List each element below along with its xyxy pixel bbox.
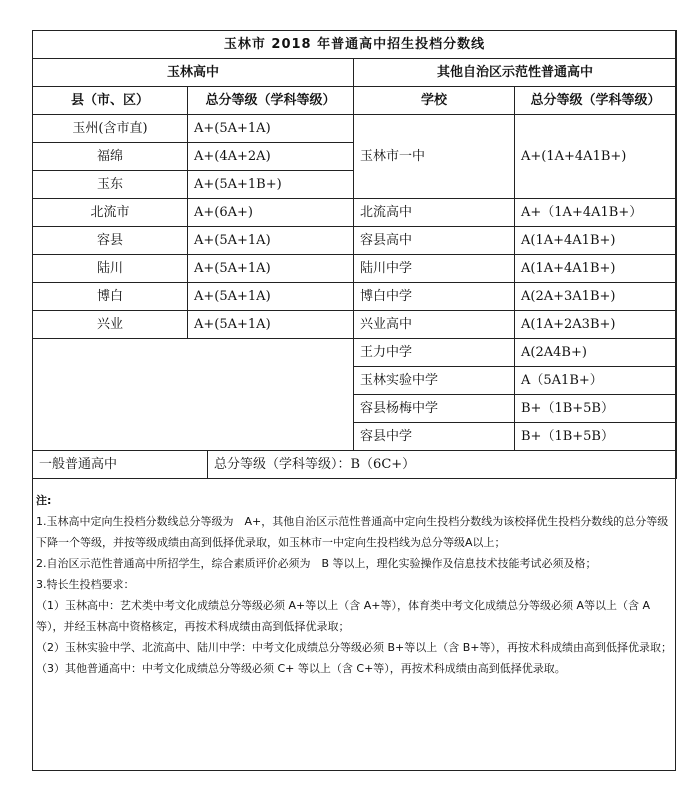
grade-cell: A+(5A+1B+) bbox=[188, 171, 354, 199]
note-item: 2.自治区示范性普通高中所招学生，综合素质评价必须为 B 等以上，理化实验操作及信息技术技能考试必须及格； bbox=[36, 557, 597, 570]
table-row bbox=[33, 227, 677, 255]
county-cell: 博白 bbox=[33, 283, 188, 311]
school-cell: 容县中学 bbox=[354, 423, 515, 451]
blank-cell bbox=[33, 339, 354, 451]
col-header-school: 学校 bbox=[354, 87, 515, 115]
school-cell: 容县高中 bbox=[354, 227, 515, 255]
grade-cell: A(2A+3A1B+) bbox=[515, 283, 677, 311]
general-school-row bbox=[33, 451, 677, 479]
grade-cell: A+(5A+1A) bbox=[188, 311, 354, 339]
general-school-grade: 总分等级（学科等级）：B（6C+） bbox=[208, 451, 677, 479]
table-row bbox=[33, 255, 677, 283]
school-cell: 博白中学 bbox=[354, 283, 515, 311]
county-cell: 玉东 bbox=[33, 171, 188, 199]
grade-cell: A+（1A+4A1B+） bbox=[515, 199, 677, 227]
grade-cell: A+(4A+2A) bbox=[188, 143, 354, 171]
table-row bbox=[33, 283, 677, 311]
county-cell: 北流市 bbox=[33, 199, 188, 227]
grade-cell: A(1A+2A3B+) bbox=[515, 311, 677, 339]
county-cell: 容县 bbox=[33, 227, 188, 255]
note-item: 1.玉林高中定向生投档分数线总分等级为 A+，其他自治区示范性普通高中定向生投档分数线为该校择优生投档分数线的总分等级下降一个等级，并按等级成绩由高到低择优录取，如玉林市一中定向生投档线为总分等级A以上； bbox=[36, 515, 669, 549]
grade-cell: A+(1A+4A1B+) bbox=[515, 115, 677, 199]
county-cell: 兴业 bbox=[33, 311, 188, 339]
notes-section bbox=[34, 490, 674, 679]
col-header-left-grade: 总分等级（学科等级） bbox=[188, 87, 354, 115]
note-item: 3.特长生投档要求： bbox=[36, 578, 135, 591]
note-item: （2）玉林实验中学、北流高中、陆川中学：中考文化成绩总分等级必须 B+等以上（含 B+等），再按术科成绩由高到低择优录取； bbox=[36, 641, 673, 654]
grade-cell: A+(5A+1A) bbox=[188, 227, 354, 255]
table-row bbox=[33, 311, 677, 339]
grade-cell: A(1A+4A1B+) bbox=[515, 227, 677, 255]
admission-score-table bbox=[32, 30, 677, 479]
table-row bbox=[33, 339, 677, 367]
school-cell: 北流高中 bbox=[354, 199, 515, 227]
grade-cell: A(2A4B+) bbox=[515, 339, 677, 367]
grade-cell: A+(5A+1A) bbox=[188, 255, 354, 283]
school-cell: 容县杨梅中学 bbox=[354, 395, 515, 423]
table-row bbox=[33, 199, 677, 227]
col-header-right-grade: 总分等级（学科等级） bbox=[515, 87, 677, 115]
grade-cell: A+(5A+1A) bbox=[188, 283, 354, 311]
grade-cell: A（5A1B+） bbox=[515, 367, 677, 395]
county-cell: 玉州(含市直) bbox=[33, 115, 188, 143]
school-cell: 兴业高中 bbox=[354, 311, 515, 339]
grade-cell: A+(5A+1A) bbox=[188, 115, 354, 143]
county-cell: 福绵 bbox=[33, 143, 188, 171]
grade-cell: A+(6A+) bbox=[188, 199, 354, 227]
school-cell: 陆川中学 bbox=[354, 255, 515, 283]
general-school-label: 一般普通高中 bbox=[33, 451, 208, 479]
grade-cell: B+（1B+5B） bbox=[515, 395, 677, 423]
right-section-heading: 其他自治区示范性普通高中 bbox=[354, 59, 677, 87]
col-header-county: 县（市、区） bbox=[33, 87, 188, 115]
note-item: （3）其他普通高中：中考文化成绩总分等级必须 C+ 等以上（含 C+等），再按术科成绩由高到低择优录取。 bbox=[36, 662, 566, 675]
county-cell: 陆川 bbox=[33, 255, 188, 283]
grade-cell: A(1A+4A1B+) bbox=[515, 255, 677, 283]
left-section-heading: 玉林高中 bbox=[33, 59, 354, 87]
school-cell: 玉林实验中学 bbox=[354, 367, 515, 395]
page-title: 玉林市 2018 年普通高中招生投档分数线 bbox=[33, 31, 677, 59]
grade-cell: B+（1B+5B） bbox=[515, 423, 677, 451]
note-item: （1）玉林高中：艺术类中考文化成绩总分等级必须 A+等以上（含 A+等），体育类中考文化成绩总分等级必须 A等以上（含 A等），并经玉林高中资格核定，再按术科成绩由高到低择优录取； bbox=[36, 599, 651, 633]
school-cell: 玉林市一中 bbox=[354, 115, 515, 199]
school-cell: 王力中学 bbox=[354, 339, 515, 367]
table-row bbox=[33, 115, 677, 143]
notes-heading: 注: bbox=[36, 494, 52, 507]
